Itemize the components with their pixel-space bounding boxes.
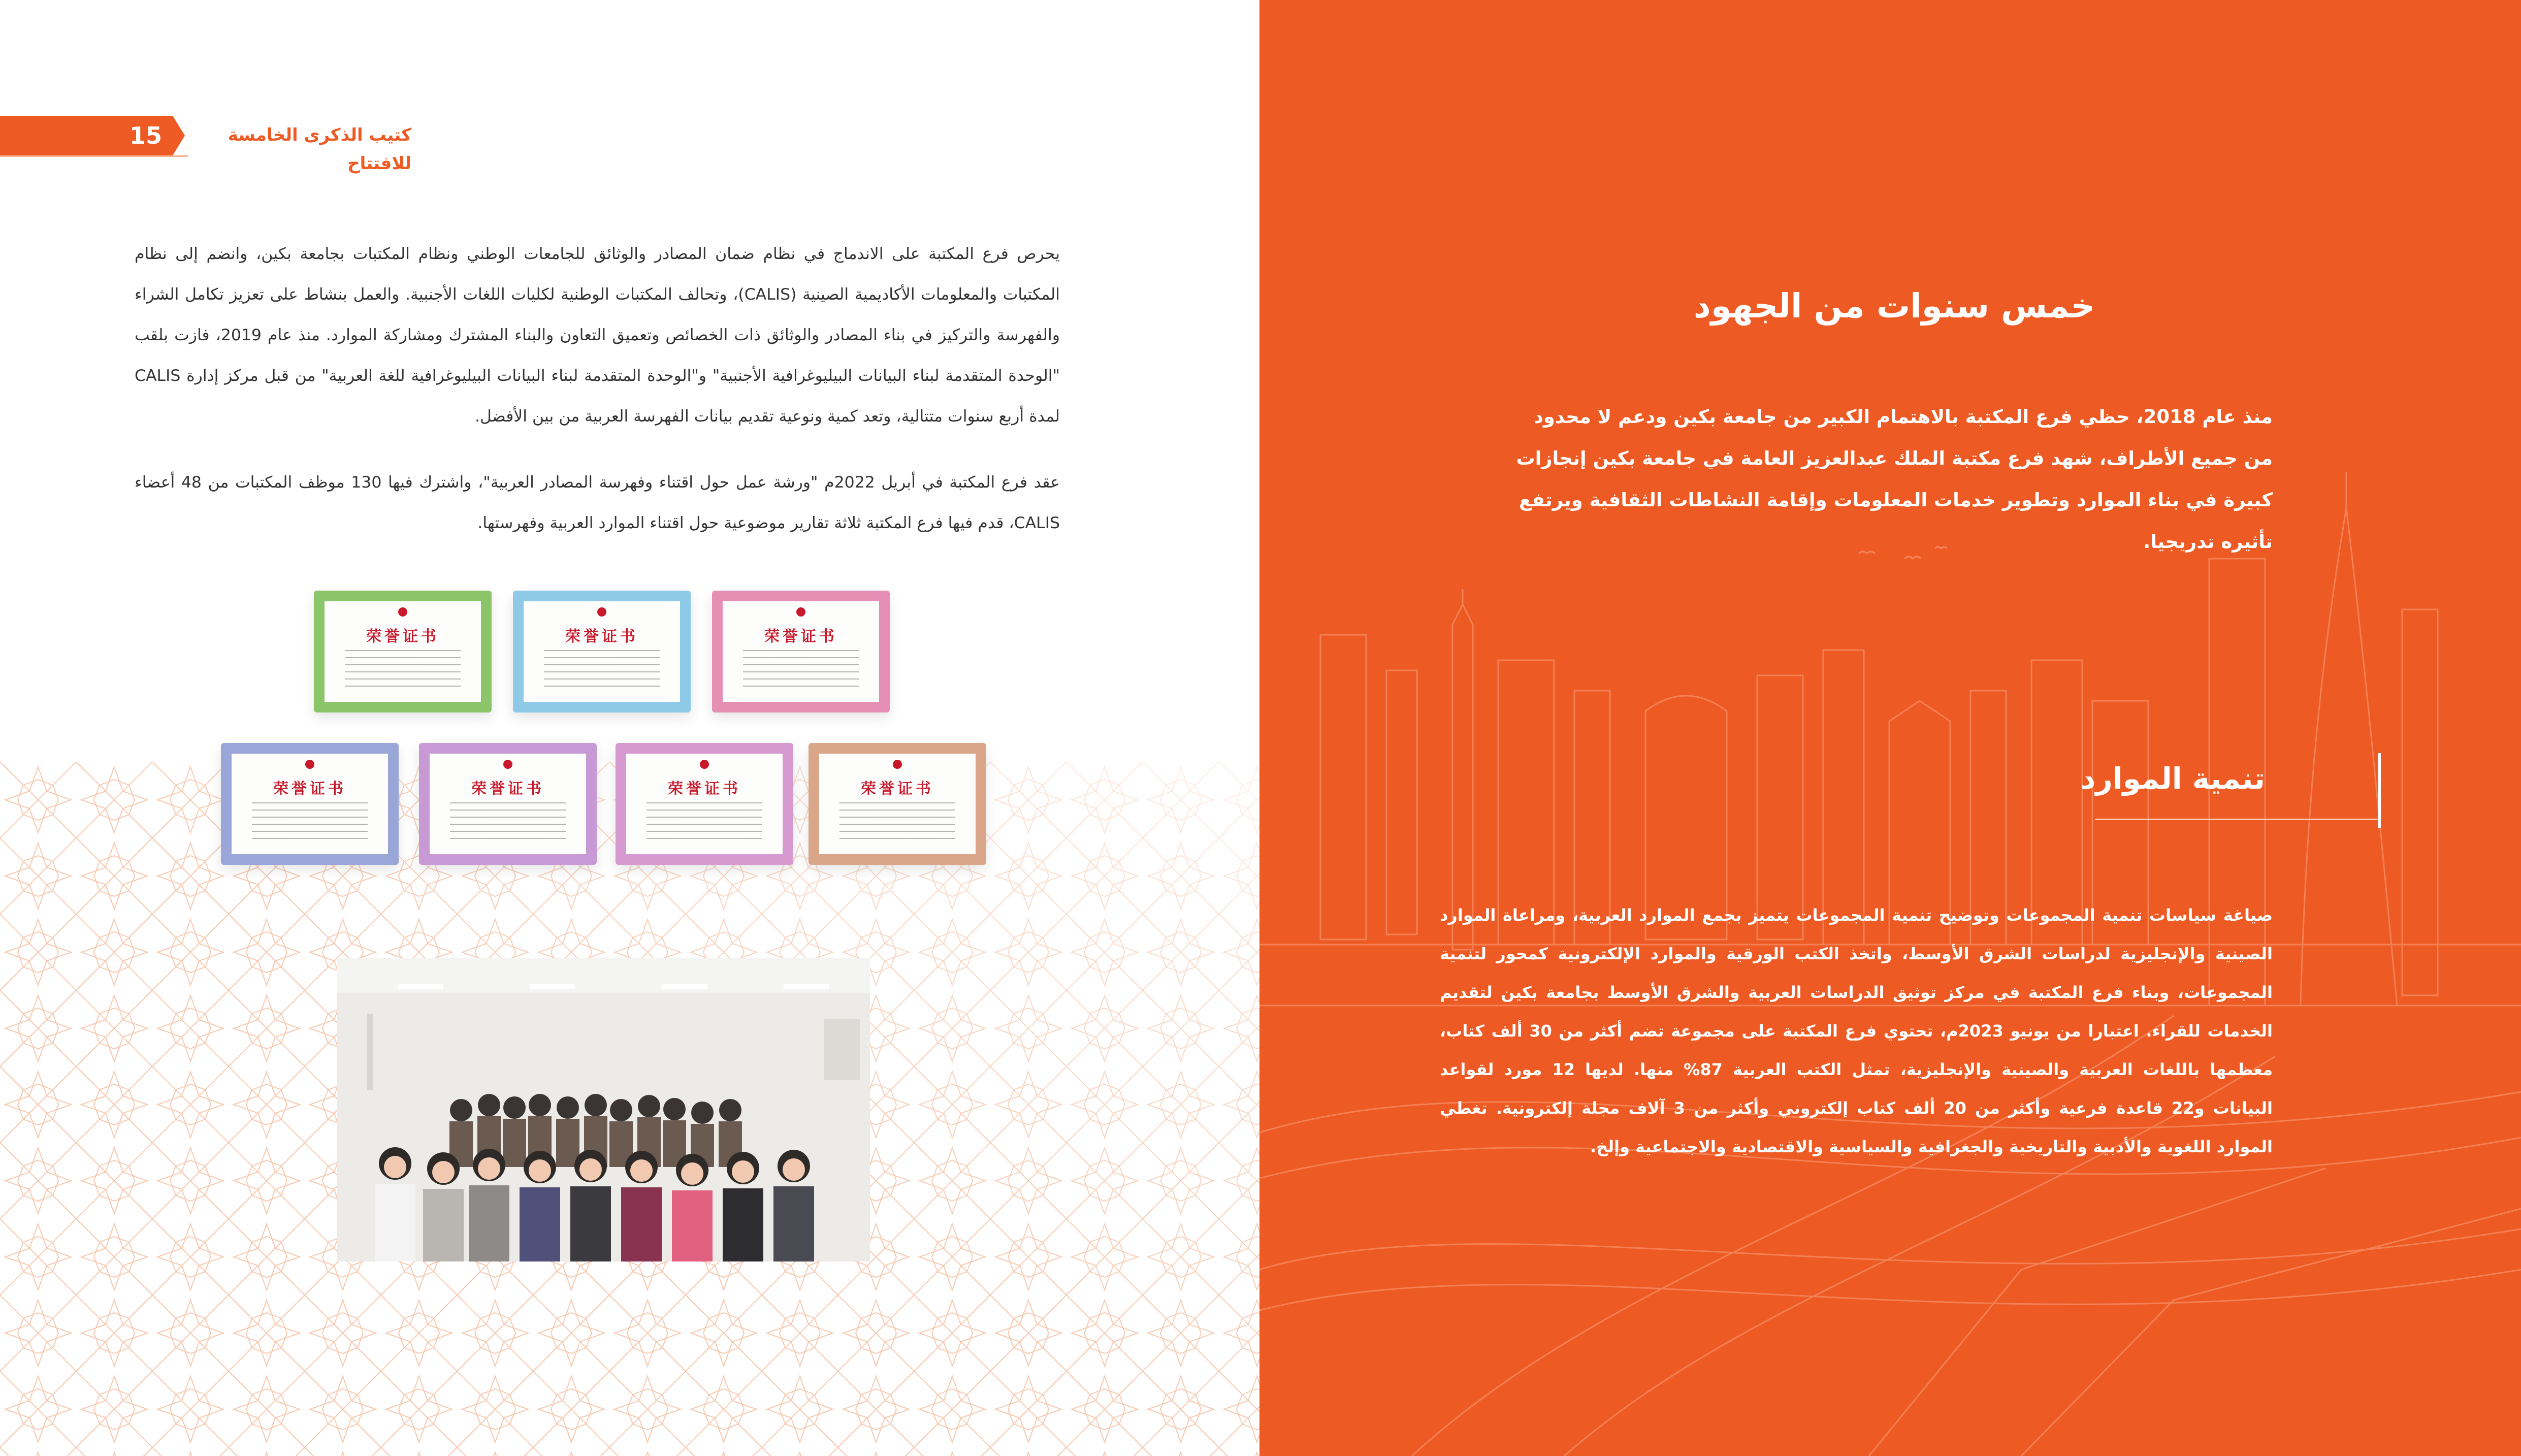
certificate-1 <box>314 591 492 713</box>
certificate-title: 荣誉证书 <box>668 780 741 798</box>
certificate-title: 荣誉证书 <box>764 628 837 645</box>
intro-paragraph: منذ عام 2018، حظي فرع المكتبة بالاهتمام الكبير من جامعة بكين ودعم لا محدود من جميع الأطراف، شهد فرع مكتبة الملك عبدالعزيز العامة في جامعة بكين إنجازات كبيرة في بناء الموارد وتطوير خدمات المعلومات وإقامة النشاطات الثقافية ويرتفع تأثيره تدريجيا. <box>1516 406 2273 553</box>
header-divider <box>0 155 188 157</box>
section-body-paragraph: صياغة سياسات تنمية المجموعات وتوضيح تنمية المجموعات يتميز بجمع الموارد العربية، ومراعاة الموارد الصينية والإنجليزية لدراسات الشرق الأوسط، واتخذ الكتب الورقية والموارد الإلكترونية كمحور لتنمية المجموعات، وبناء فرع المكتبة في مركز توثيق الدراسات العربية والشرق الأوسط بجامعة بكين لتقديم الخدمات للقراء. اعتبارا من يونيو 2023م، تحتوي فرع المكتبة على مجموعة تضم أكثر من 30 ألف كتاب، معظمها باللغات العربية والصينية والإنجليزية، تمثل الكتب العربية 87% منها. لديها 12 مورد لقواعد البيانات و22 قاعدة فرعية وأكثر من 20 ألف كتاب إلكتروني وأكثر من 3 آلاف مجلة إلكترونية. تغطي الموارد اللغوية والأدبية والتاريخية والجغرافية والسياسية والاقتصادية والاجتماعية وإلخ. <box>1440 905 2273 1156</box>
city-skyline-illustration <box>1259 0 2521 1456</box>
group-photo-illustration <box>337 958 870 1261</box>
certificate-7 <box>809 743 986 865</box>
certificate-title: 荣誉证书 <box>471 780 544 798</box>
certificate-5 <box>419 743 597 865</box>
left-page <box>0 0 1259 1456</box>
section-title-bar <box>2378 753 2381 828</box>
section-title-underline <box>2095 819 2379 820</box>
certificate-title: 荣誉证书 <box>565 628 638 645</box>
certificate-title: 荣誉证书 <box>861 780 934 798</box>
certificate-title: 荣誉证书 <box>273 780 346 798</box>
booklet-title: كتيب الذكرى الخامسة للافتتاح <box>228 125 411 174</box>
paragraph-cataloguing: يحرص فرع المكتبة على الاندماج في نظام ضمان المصادر والوثائق للجامعات الوطني ونظام المكتبات بجامعة بكين، وانضم إلى نظام المكتبات والمعلومات الأكاديمية الصينية (CALIS)، وتحالف المكتبات الوطنية لكليات اللغات الأجنبية. والعمل بنشاط على تعزيز تكامل الشراء والفهرسة والتركيز في بناء المصادر والوثائق ذات الخصائص وتعميق التعاون والبناء المشترك ومشاركة الموارد. منذ عام 2019، فازت بلقب "الوحدة المتقدمة لبناء البيانات البيليوغرافية الأجنبية" و"الوحدة المتقدمة لبناء البيانات البيليوغرافية للغة العربية" من قبل مركز إدارة CALIS لمدة أربع سنوات متتالية، وتعد كمية ونوعية تقديم بيانات الفهرسة العربية من بين الأفضل. <box>135 245 1060 426</box>
certificate-title: 荣誉证书 <box>366 628 439 645</box>
certificate-6 <box>616 743 793 865</box>
main-title: خمس سنوات من الجهود <box>1693 286 2095 326</box>
right-page <box>1259 0 2521 1456</box>
certificate-2 <box>513 591 691 713</box>
page-number: 15 <box>130 122 163 149</box>
paragraph-workshop: عقد فرع المكتبة في أبريل 2022م "ورشة عمل حول اقتناء وفهرسة المصادر العربية"، واشترك فيها 130 موظف المكتبات من 48 أعضاء CALIS، قدم فيها فرع المكتبة ثلاثة تقارير موضوعية حول اقتناء الموارد العربية وفهرستها. <box>135 473 1060 532</box>
page-tab-arrow <box>173 116 185 155</box>
group-photo <box>337 958 870 1261</box>
certificate-3 <box>712 591 890 713</box>
section-title: تنمية الموارد <box>2080 761 2265 796</box>
certificate-4 <box>221 743 399 865</box>
